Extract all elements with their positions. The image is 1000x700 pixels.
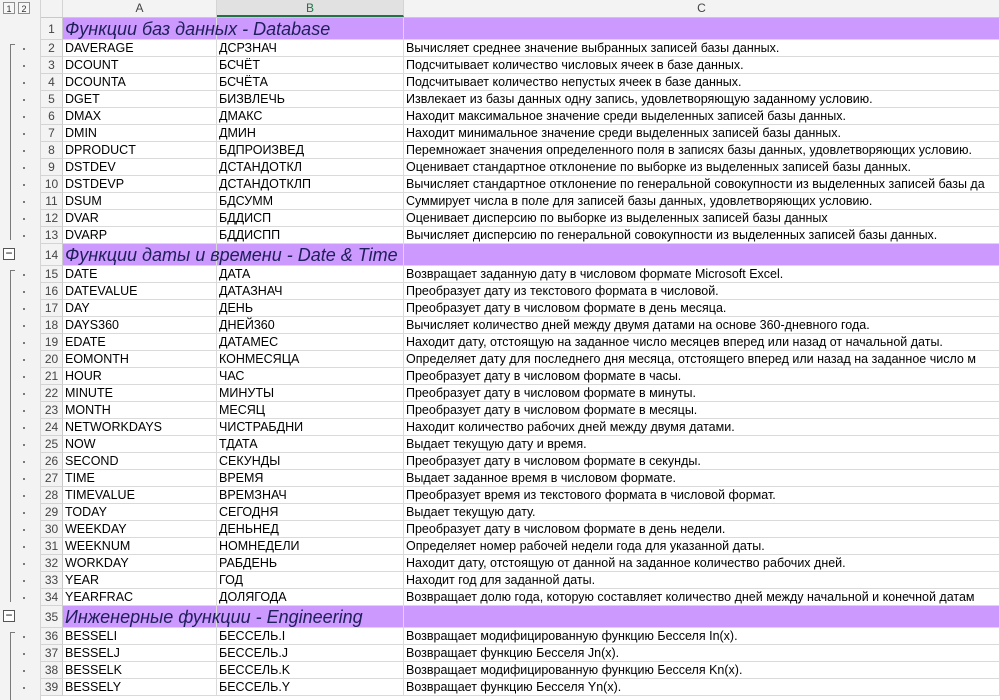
outline-detail-dot xyxy=(23,512,25,514)
cell-english-name[interactable]: DMAX xyxy=(63,108,217,125)
table-row xyxy=(41,555,1000,572)
cell-russian-name[interactable]: БДПРОИЗВЕД xyxy=(217,142,404,159)
outline-group-bracket xyxy=(10,44,11,240)
cell-english-name[interactable]: WEEKNUM xyxy=(63,538,217,555)
table-row xyxy=(41,521,1000,538)
cell-description[interactable]: Определяет дату для последнего дня месяца, отстоящего вперед или назад на заданное число м xyxy=(404,351,1000,368)
cell-description[interactable]: Преобразует дату в числовом формате в месяцы. xyxy=(404,402,1000,419)
outline-detail-dot xyxy=(23,478,25,480)
table-row xyxy=(41,368,1000,385)
table-row xyxy=(41,572,1000,589)
row-number[interactable]: 29 xyxy=(41,504,63,521)
outline-detail-dot xyxy=(23,359,25,361)
cell-russian-name[interactable]: ДСТАНДОТКЛ xyxy=(217,159,404,176)
cell-russian-name[interactable]: РАБДЕНЬ xyxy=(217,555,404,572)
table-row xyxy=(41,74,1000,91)
row-number[interactable]: 11 xyxy=(41,193,63,210)
cell-description[interactable]: Вычисляет дисперсию по генеральной совокупности из выделенных записей базы данных. xyxy=(404,227,1000,244)
row-number[interactable]: 1 xyxy=(41,18,63,40)
row-number[interactable]: 24 xyxy=(41,419,63,436)
outline-detail-dot xyxy=(23,65,25,67)
cell-russian-name[interactable]: БЕССЕЛЬ.J xyxy=(217,645,404,662)
cell-description[interactable]: Находит минимальное значение среди выделенных записей базы данных. xyxy=(404,125,1000,142)
cell-english-name[interactable]: NOW xyxy=(63,436,217,453)
row-number[interactable]: 16 xyxy=(41,283,63,300)
cell-english-name[interactable]: DGET xyxy=(63,91,217,108)
row-number[interactable]: 13 xyxy=(41,227,63,244)
outline-detail-dot xyxy=(23,563,25,565)
table-row xyxy=(41,334,1000,351)
cell-russian-name[interactable]: ДСРЗНАЧ xyxy=(217,40,404,57)
cell-english-name[interactable]: SECOND xyxy=(63,453,217,470)
row-number[interactable]: 22 xyxy=(41,385,63,402)
cell-description[interactable]: Выдает заданное время в числовом формате. xyxy=(404,470,1000,487)
table-row xyxy=(41,142,1000,159)
cell-description[interactable]: Вычисляет среднее значение выбранных записей базы данных. xyxy=(404,40,1000,57)
section-cell[interactable] xyxy=(404,244,1000,266)
cell-description[interactable]: Возвращает долю года, которую составляет количество дней между начальной и конечной датам xyxy=(404,589,1000,606)
cell-russian-name[interactable]: ДАТА xyxy=(217,266,404,283)
cell-russian-name[interactable]: КОНМЕСЯЦА xyxy=(217,351,404,368)
outline-detail-dot xyxy=(23,291,25,293)
cell-english-name[interactable]: DSTDEVP xyxy=(63,176,217,193)
cell-russian-name[interactable]: МИНУТЫ xyxy=(217,385,404,402)
cell-russian-name[interactable]: ГОД xyxy=(217,572,404,589)
cell-description[interactable]: Возвращает модифицированную функцию Бесселя Kn(x). xyxy=(404,662,1000,679)
cell-russian-name[interactable]: БДДИСПП xyxy=(217,227,404,244)
cell-english-name[interactable]: DPRODUCT xyxy=(63,142,217,159)
section-title: Функции даты и времени - Date & Time xyxy=(65,245,398,265)
outline-detail-dot xyxy=(23,218,25,220)
cell-russian-name[interactable]: ДОЛЯГОДА xyxy=(217,589,404,606)
section-title: Функции баз данных - Database xyxy=(65,19,331,39)
row-number[interactable]: 5 xyxy=(41,91,63,108)
table-row xyxy=(41,385,1000,402)
table-row xyxy=(41,538,1000,555)
row-number[interactable]: 37 xyxy=(41,645,63,662)
cell-russian-name[interactable]: СЕКУНДЫ xyxy=(217,453,404,470)
row-number[interactable]: 28 xyxy=(41,487,63,504)
column-header-c[interactable]: C xyxy=(404,0,1000,17)
table-row xyxy=(41,300,1000,317)
cell-english-name[interactable]: YEAR xyxy=(63,572,217,589)
table-row xyxy=(41,159,1000,176)
cell-description[interactable]: Находит максимальное значение среди выделенных записей базы данных. xyxy=(404,108,1000,125)
cell-description[interactable]: Извлекает из базы данных одну запись, удовлетворяющую заданному условию. xyxy=(404,91,1000,108)
section-header-row xyxy=(41,606,1000,628)
section-title: Инженерные функции - Engineering xyxy=(65,607,363,627)
outline-detail-dot xyxy=(23,274,25,276)
column-header-a[interactable]: A xyxy=(63,0,217,17)
table-row xyxy=(41,628,1000,645)
table-row xyxy=(41,210,1000,227)
cell-description[interactable]: Находит количество рабочих дней между двумя датами. xyxy=(404,419,1000,436)
outline-detail-dot xyxy=(23,597,25,599)
row-number[interactable]: 19 xyxy=(41,334,63,351)
cell-description[interactable]: Выдает текущую дату. xyxy=(404,504,1000,521)
outline-detail-dot xyxy=(23,201,25,203)
row-number[interactable]: 32 xyxy=(41,555,63,572)
cell-description[interactable]: Возвращает функцию Бесселя Yn(x). xyxy=(404,679,1000,696)
table-row xyxy=(41,436,1000,453)
cell-english-name[interactable]: DAY xyxy=(63,300,217,317)
cell-description[interactable]: Преобразует дату из текстового формата в числовой. xyxy=(404,283,1000,300)
cell-description[interactable]: Возвращает заданную дату в числовом формате Microsoft Excel. xyxy=(404,266,1000,283)
table-row xyxy=(41,419,1000,436)
cell-description[interactable]: Определяет номер рабочей недели года для указанной даты. xyxy=(404,538,1000,555)
column-header-row xyxy=(41,0,1000,18)
table-row xyxy=(41,40,1000,57)
cell-description[interactable]: Подсчитывает количество непустых ячеек в базе данных. xyxy=(404,74,1000,91)
row-number[interactable]: 30 xyxy=(41,521,63,538)
table-row xyxy=(41,679,1000,696)
collapse-group-button[interactable]: − xyxy=(3,248,15,260)
table-row xyxy=(41,227,1000,244)
row-number[interactable]: 26 xyxy=(41,453,63,470)
cell-description[interactable]: Вычисляет стандартное отклонение по генеральной совокупности из выделенных записей базы да xyxy=(404,176,1000,193)
cell-russian-name[interactable]: ДАТАМЕС xyxy=(217,334,404,351)
outline-detail-dot xyxy=(23,235,25,237)
table-row xyxy=(41,57,1000,74)
cell-russian-name[interactable]: ДАТАЗНАЧ xyxy=(217,283,404,300)
row-number[interactable]: 20 xyxy=(41,351,63,368)
row-number[interactable]: 12 xyxy=(41,210,63,227)
row-number[interactable]: 3 xyxy=(41,57,63,74)
table-row xyxy=(41,266,1000,283)
cell-description[interactable]: Преобразует дату в числовом формате в секунды. xyxy=(404,453,1000,470)
cell-english-name[interactable]: TIME xyxy=(63,470,217,487)
row-number[interactable]: 31 xyxy=(41,538,63,555)
cell-russian-name[interactable]: БИЗВЛЕЧЬ xyxy=(217,91,404,108)
cell-russian-name[interactable]: БЕССЕЛЬ.K xyxy=(217,662,404,679)
outline-detail-dot xyxy=(23,546,25,548)
table-row xyxy=(41,91,1000,108)
outline-detail-dot xyxy=(23,410,25,412)
row-number[interactable]: 34 xyxy=(41,589,63,606)
outline-detail-dot xyxy=(23,427,25,429)
table-row xyxy=(41,662,1000,679)
section-header-row xyxy=(41,18,1000,40)
row-number[interactable]: 36 xyxy=(41,628,63,645)
row-number[interactable]: 17 xyxy=(41,300,63,317)
cell-russian-name[interactable]: БДДИСП xyxy=(217,210,404,227)
cell-description[interactable]: Суммирует числа в поле для записей базы данных, удовлетворяющих условию. xyxy=(404,193,1000,210)
cell-description[interactable]: Возвращает модифицированную функцию Бесселя In(x). xyxy=(404,628,1000,645)
outline-detail-dot xyxy=(23,325,25,327)
outline-detail-dot xyxy=(23,687,25,689)
row-number[interactable]: 2 xyxy=(41,40,63,57)
cell-description[interactable]: Находит дату, отстоящую от данной на заданное количество рабочих дней. xyxy=(404,555,1000,572)
cell-english-name[interactable]: WEEKDAY xyxy=(63,521,217,538)
section-cell[interactable] xyxy=(404,606,1000,628)
row-number[interactable]: 38 xyxy=(41,662,63,679)
cell-english-name[interactable]: WORKDAY xyxy=(63,555,217,572)
row-number[interactable]: 9 xyxy=(41,159,63,176)
cell-description[interactable]: Преобразует дату в числовом формате в день месяца. xyxy=(404,300,1000,317)
row-number[interactable]: 27 xyxy=(41,470,63,487)
outline-detail-dot xyxy=(23,184,25,186)
cell-russian-name[interactable]: ВРЕМЯ xyxy=(217,470,404,487)
row-number[interactable]: 21 xyxy=(41,368,63,385)
cell-russian-name[interactable]: ЧИСТРАБДНИ xyxy=(217,419,404,436)
outline-detail-dot xyxy=(23,653,25,655)
outline-panel xyxy=(0,0,41,700)
outline-detail-dot xyxy=(23,167,25,169)
cell-russian-name[interactable]: ЧАС xyxy=(217,368,404,385)
row-number[interactable]: 18 xyxy=(41,317,63,334)
outline-detail-dot xyxy=(23,150,25,152)
cell-english-name[interactable]: HOUR xyxy=(63,368,217,385)
cell-english-name[interactable]: DAVERAGE xyxy=(63,40,217,57)
cell-description[interactable]: Вычисляет количество дней между двумя датами на основе 360-дневного года. xyxy=(404,317,1000,334)
row-number[interactable]: 35 xyxy=(41,606,63,628)
row-number[interactable]: 23 xyxy=(41,402,63,419)
row-number[interactable]: 25 xyxy=(41,436,63,453)
cell-english-name[interactable]: BESSELJ xyxy=(63,645,217,662)
row-number[interactable]: 14 xyxy=(41,244,63,266)
outline-detail-dot xyxy=(23,376,25,378)
table-row xyxy=(41,176,1000,193)
outline-detail-dot xyxy=(23,133,25,135)
collapse-group-button[interactable]: − xyxy=(3,610,15,622)
cell-russian-name[interactable]: ВРЕМЗНАЧ xyxy=(217,487,404,504)
outline-detail-dot xyxy=(23,393,25,395)
outline-detail-dot xyxy=(23,308,25,310)
cell-russian-name[interactable]: БДСУММ xyxy=(217,193,404,210)
cell-english-name[interactable]: DCOUNTA xyxy=(63,74,217,91)
cell-english-name[interactable]: DSUM xyxy=(63,193,217,210)
cell-russian-name[interactable]: ТДАТА xyxy=(217,436,404,453)
outline-detail-dot xyxy=(23,116,25,118)
cell-russian-name[interactable]: ДМИН xyxy=(217,125,404,142)
cell-russian-name[interactable]: ДСТАНДОТКЛП xyxy=(217,176,404,193)
select-all-corner[interactable] xyxy=(41,0,63,17)
cell-english-name[interactable]: DAYS360 xyxy=(63,317,217,334)
cell-description[interactable]: Преобразует дату в числовом формате в день недели. xyxy=(404,521,1000,538)
outline-detail-dot xyxy=(23,636,25,638)
cell-russian-name[interactable]: БЕССЕЛЬ.I xyxy=(217,628,404,645)
cell-description[interactable]: Перемножает значения определенного поля в записях базы данных, удовлетворяющих условию. xyxy=(404,142,1000,159)
cell-russian-name[interactable]: БСЧЁТА xyxy=(217,74,404,91)
row-number[interactable]: 10 xyxy=(41,176,63,193)
outline-detail-dot xyxy=(23,82,25,84)
cell-russian-name[interactable]: МЕСЯЦ xyxy=(217,402,404,419)
outline-detail-dot xyxy=(23,461,25,463)
cell-russian-name[interactable]: ДЕНЬ xyxy=(217,300,404,317)
cell-english-name[interactable]: BESSELK xyxy=(63,662,217,679)
table-row xyxy=(41,108,1000,125)
row-number[interactable]: 8 xyxy=(41,142,63,159)
cell-english-name[interactable]: DCOUNT xyxy=(63,57,217,74)
row-number[interactable]: 33 xyxy=(41,572,63,589)
cell-description[interactable]: Возвращает функцию Бесселя Jn(x). xyxy=(404,645,1000,662)
column-header-b[interactable]: B xyxy=(217,0,404,17)
cell-english-name[interactable]: MINUTE xyxy=(63,385,217,402)
cell-description[interactable]: Оценивает стандартное отклонение по выборке из выделенных записей базы данных. xyxy=(404,159,1000,176)
row-number[interactable]: 6 xyxy=(41,108,63,125)
cell-english-name[interactable]: DVAR xyxy=(63,210,217,227)
cell-english-name[interactable]: DVARP xyxy=(63,227,217,244)
cell-description[interactable]: Находит год для заданной даты. xyxy=(404,572,1000,589)
table-row xyxy=(41,645,1000,662)
cell-english-name[interactable]: EOMONTH xyxy=(63,351,217,368)
row-number[interactable]: 15 xyxy=(41,266,63,283)
cell-russian-name[interactable]: ДЕНЬНЕД xyxy=(217,521,404,538)
table-row xyxy=(41,504,1000,521)
row-number[interactable]: 4 xyxy=(41,74,63,91)
outline-level-1-button[interactable]: 1 xyxy=(3,2,15,14)
outline-detail-dot xyxy=(23,495,25,497)
cell-description[interactable]: Оценивает дисперсию по выборке из выделенных записей базы данных xyxy=(404,210,1000,227)
cell-russian-name[interactable]: БЕССЕЛЬ.Y xyxy=(217,679,404,696)
outline-detail-dot xyxy=(23,444,25,446)
table-row xyxy=(41,402,1000,419)
cell-russian-name[interactable]: БСЧЁТ xyxy=(217,57,404,74)
cell-russian-name[interactable]: ДНЕЙ360 xyxy=(217,317,404,334)
table-row xyxy=(41,283,1000,300)
outline-detail-dot xyxy=(23,529,25,531)
cell-english-name[interactable]: EDATE xyxy=(63,334,217,351)
section-cell[interactable] xyxy=(404,18,1000,40)
cell-english-name[interactable]: DSTDEV xyxy=(63,159,217,176)
row-number[interactable]: 7 xyxy=(41,125,63,142)
cell-english-name[interactable]: DATEVALUE xyxy=(63,283,217,300)
cell-russian-name[interactable]: ДМАКС xyxy=(217,108,404,125)
cell-english-name[interactable]: TIMEVALUE xyxy=(63,487,217,504)
outline-level-2-button[interactable]: 2 xyxy=(18,2,30,14)
table-row xyxy=(41,125,1000,142)
outline-detail-dot xyxy=(23,342,25,344)
cell-english-name[interactable]: MONTH xyxy=(63,402,217,419)
row-number[interactable]: 39 xyxy=(41,679,63,696)
outline-detail-dot xyxy=(23,580,25,582)
outline-group-bracket xyxy=(10,632,11,700)
cell-english-name[interactable]: BESSELY xyxy=(63,679,217,696)
cell-english-name[interactable]: NETWORKDAYS xyxy=(63,419,217,436)
table-row xyxy=(41,193,1000,210)
section-header-row xyxy=(41,244,1000,266)
table-row xyxy=(41,470,1000,487)
table-row xyxy=(41,589,1000,606)
cell-description[interactable]: Подсчитывает количество числовых ячеек в базе данных. xyxy=(404,57,1000,74)
table-row xyxy=(41,317,1000,334)
cell-description[interactable]: Преобразует дату в числовом формате в минуты. xyxy=(404,385,1000,402)
cell-english-name[interactable]: YEARFRAC xyxy=(63,589,217,606)
outline-detail-dot xyxy=(23,99,25,101)
cell-description[interactable]: Находит дату, отстоящую на заданное число месяцев вперед или назад от начальной даты. xyxy=(404,334,1000,351)
cell-description[interactable]: Выдает текущую дату и время. xyxy=(404,436,1000,453)
table-row xyxy=(41,453,1000,470)
outline-detail-dot xyxy=(23,670,25,672)
outline-group-bracket xyxy=(10,270,11,602)
cell-english-name[interactable]: BESSELI xyxy=(63,628,217,645)
cell-english-name[interactable]: DMIN xyxy=(63,125,217,142)
cell-description[interactable]: Преобразует время из текстового формата в числовой формат. xyxy=(404,487,1000,504)
table-row xyxy=(41,351,1000,368)
outline-detail-dot xyxy=(23,48,25,50)
cell-russian-name[interactable]: СЕГОДНЯ xyxy=(217,504,404,521)
table-row xyxy=(41,487,1000,504)
cell-english-name[interactable]: TODAY xyxy=(63,504,217,521)
cell-description[interactable]: Преобразует дату в числовом формате в часы. xyxy=(404,368,1000,385)
cell-english-name[interactable]: DATE xyxy=(63,266,217,283)
cell-russian-name[interactable]: НОМНЕДЕЛИ xyxy=(217,538,404,555)
